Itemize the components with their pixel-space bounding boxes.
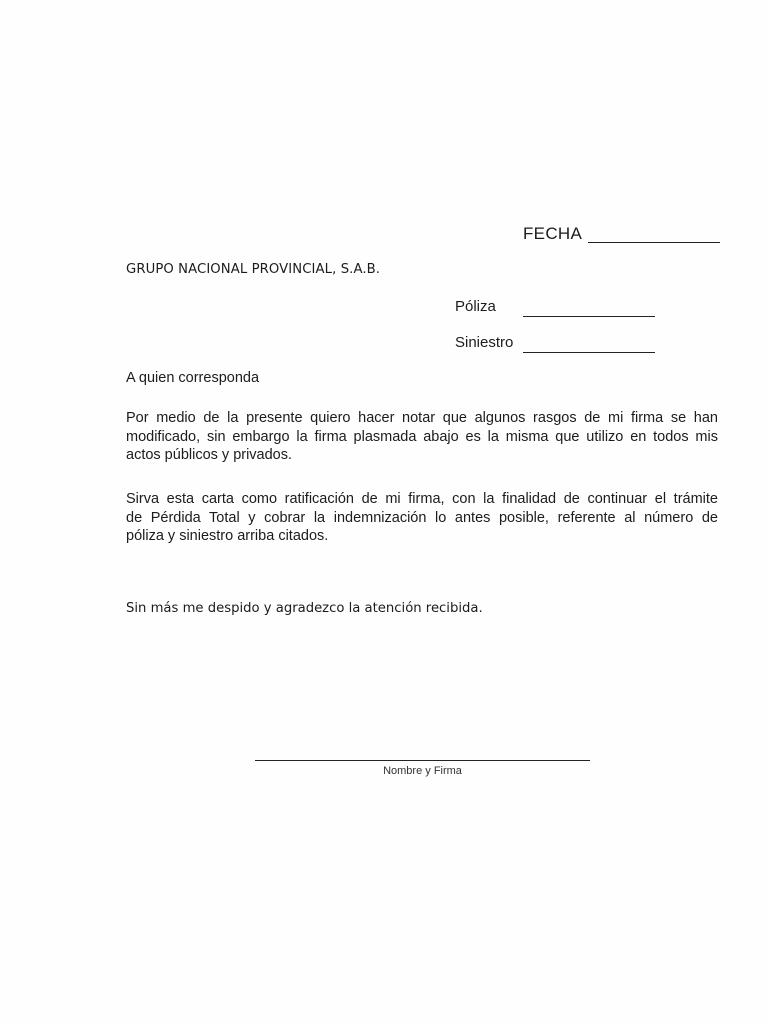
siniestro-blank-line xyxy=(523,352,655,353)
paragraph-1-line-1: Por medio de la presente quiero hacer notar que algunos rasgos de mi firma se han xyxy=(126,410,718,426)
paragraph-2-line-3: póliza y siniestro arriba citados. xyxy=(126,528,329,544)
poliza-label: Póliza xyxy=(455,298,496,315)
paragraph-1 xyxy=(126,409,718,465)
paragraph-2 xyxy=(126,490,718,546)
closing-line: Sin más me despido y agradezco la atención recibida. xyxy=(126,601,483,616)
poliza-blank-line xyxy=(523,316,655,317)
addressee-company: GRUPO NACIONAL PROVINCIAL, S.A.B. xyxy=(126,262,381,277)
signature-caption: Nombre y Firma xyxy=(383,765,462,777)
fecha-blank-line xyxy=(588,242,720,243)
salutation: A quien corresponda xyxy=(126,370,260,386)
paragraph-2-line-1: Sirva esta carta como ratificación de mi firma, con la finalidad de continuar el trámite xyxy=(126,491,718,507)
siniestro-label: Siniestro xyxy=(455,334,514,351)
paragraph-1-line-3: actos públicos y privados. xyxy=(126,447,293,463)
signature-line xyxy=(255,760,590,761)
fecha-label: FECHA xyxy=(523,224,583,243)
paragraph-2-line-2: de Pérdida Total y cobrar la indemnización lo antes posible, referente al número de xyxy=(126,509,718,526)
paragraph-1-line-2: modificado, sin embargo la firma plasmada abajo es la misma que utilizo en todos mis xyxy=(126,428,718,445)
